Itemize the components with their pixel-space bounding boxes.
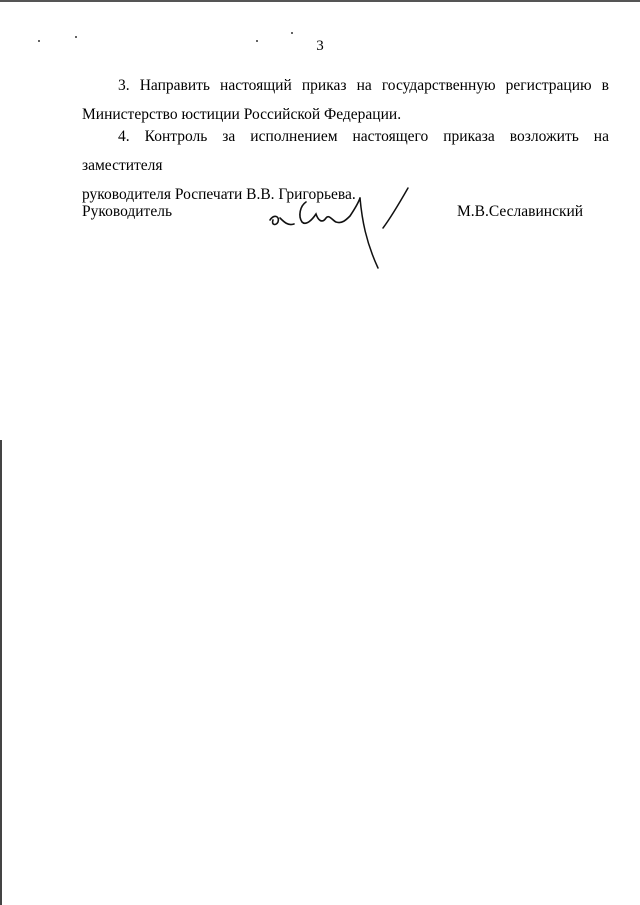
- scan-top-border: [0, 0, 640, 2]
- signatory-name: М.В.Сеславинский: [457, 203, 584, 220]
- page-number: 3: [316, 38, 324, 54]
- paragraph-line: 4. Контроль за исполнением настоящего приказа возложить на заместителя: [82, 128, 609, 174]
- scan-speck: [291, 32, 293, 34]
- paragraph-line: 3. Направить настоящий приказ на государственную регистрацию в: [118, 77, 609, 94]
- scan-left-border: [0, 440, 2, 905]
- signatory-title: Руководитель: [82, 203, 173, 220]
- paragraph-line: Министерство юстиции Российской Федерации.: [82, 106, 402, 123]
- handwritten-signature: [266, 180, 416, 272]
- paragraph-3: [82, 71, 609, 129]
- paragraph-line: руководителя Роспечати В.В. Григорьева.: [82, 186, 356, 203]
